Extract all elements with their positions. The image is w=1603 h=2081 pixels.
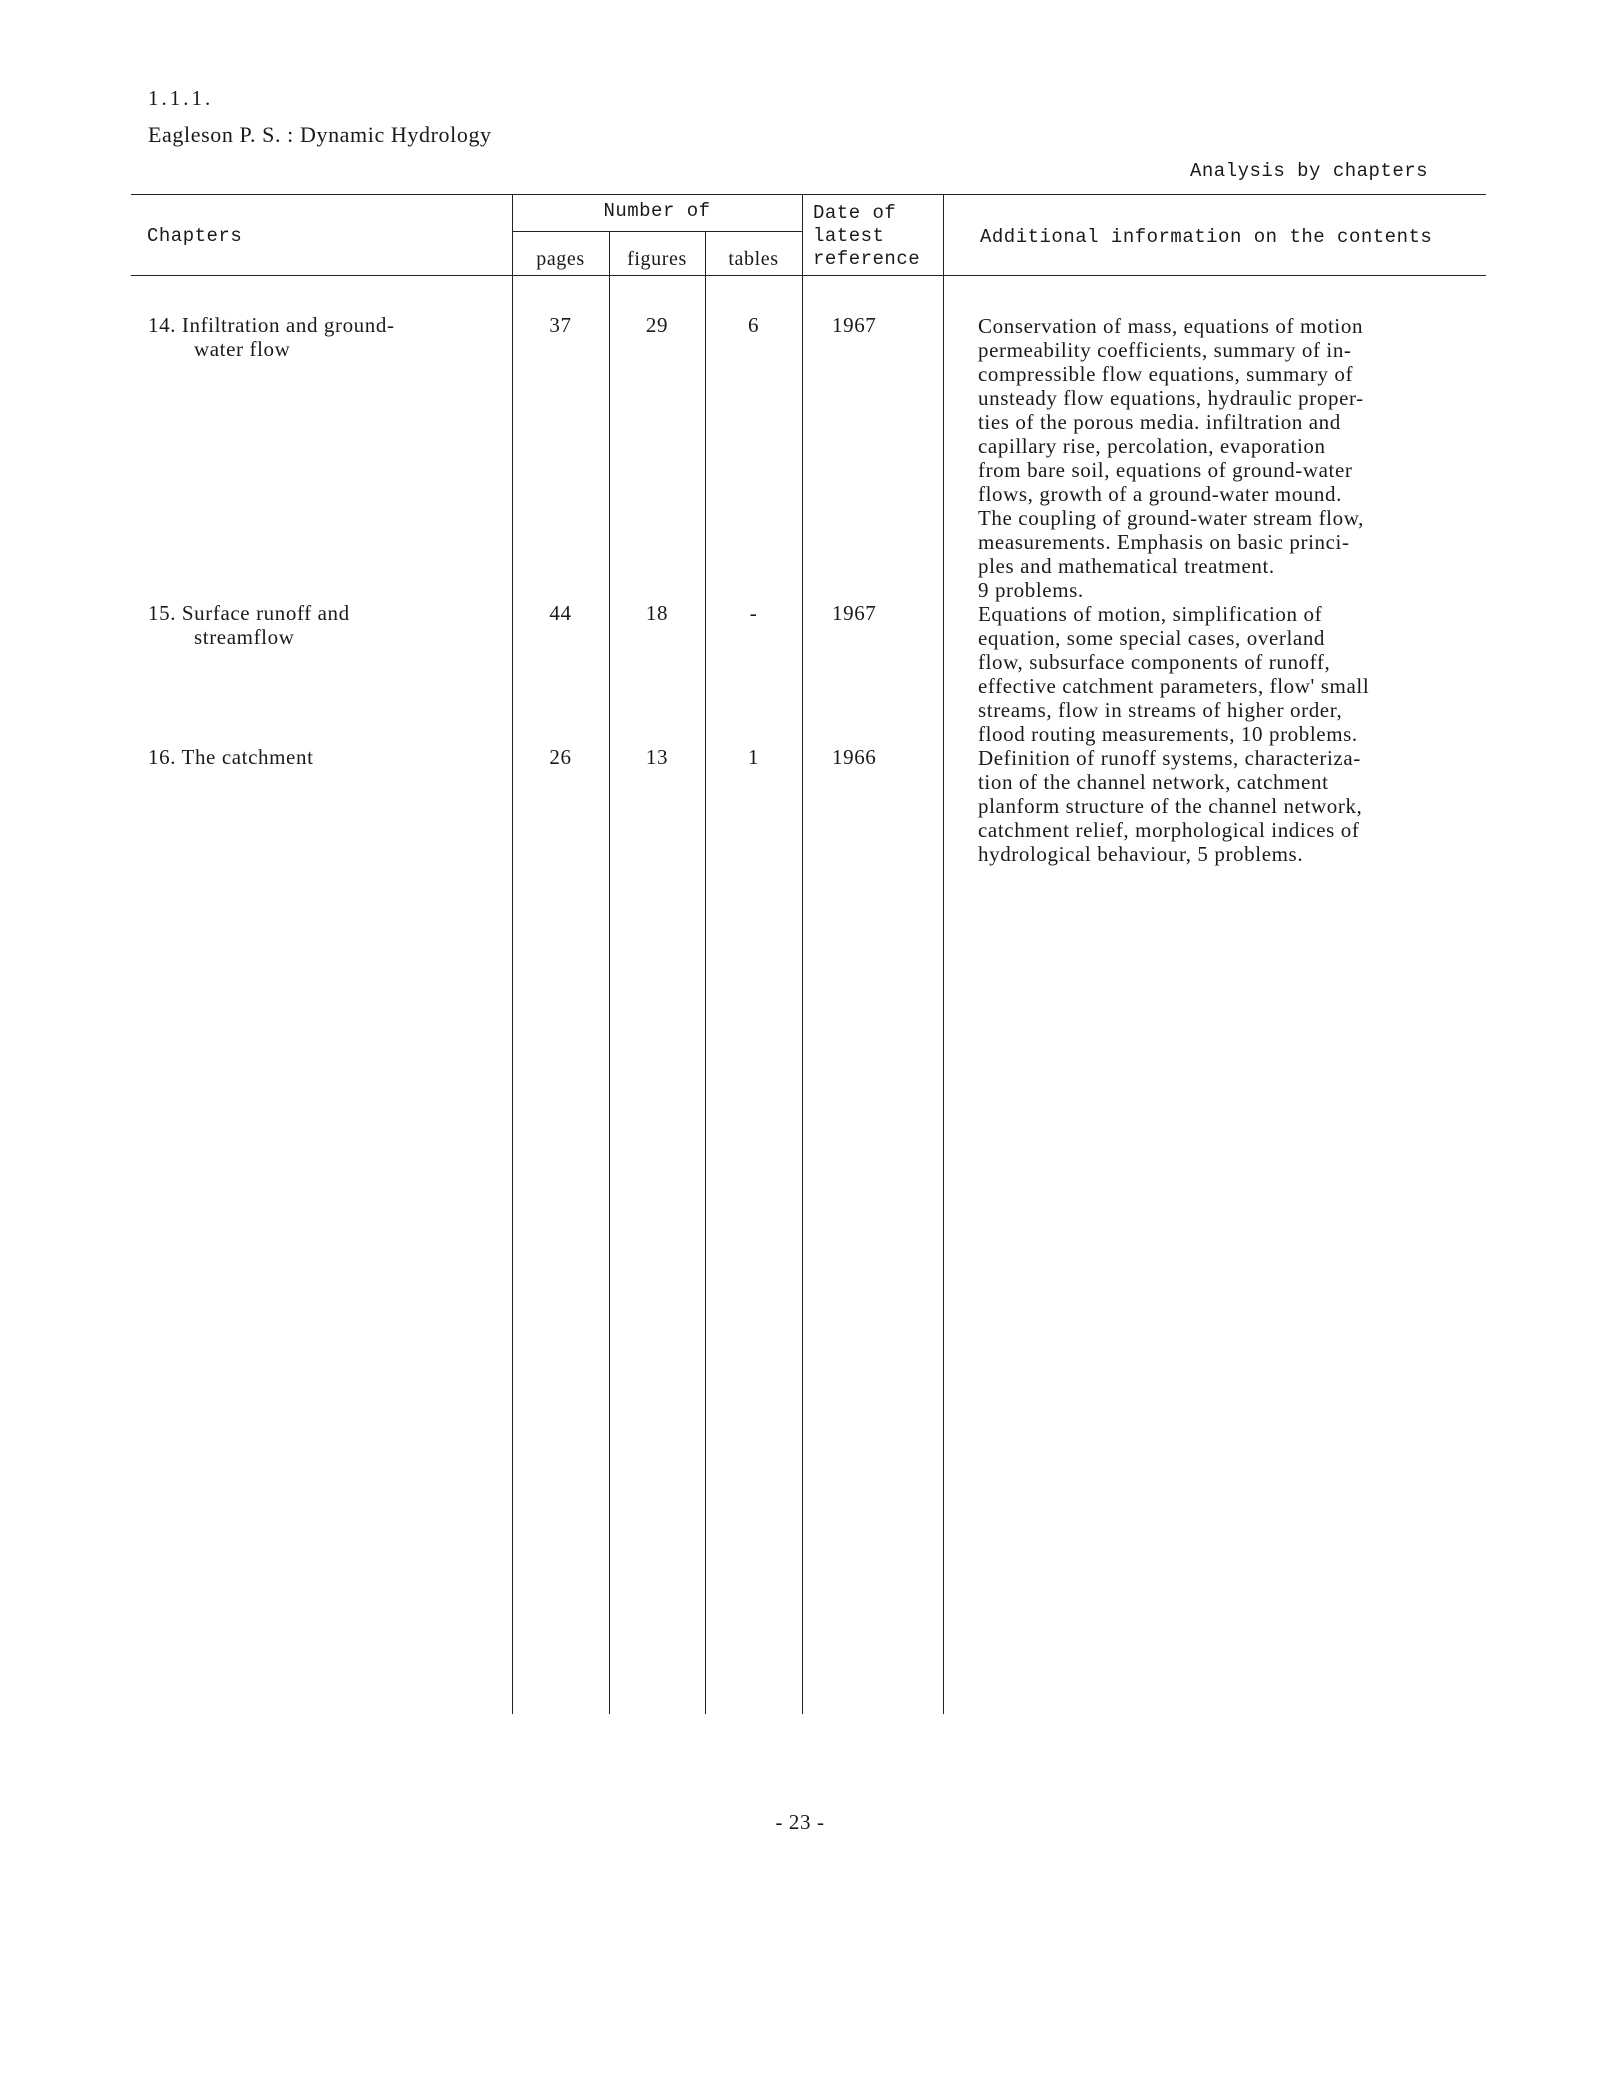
header-date-line2: latest [813, 225, 885, 247]
row-15-title-cont: streamflow [194, 625, 295, 649]
row-16-figures: 13 [645, 745, 669, 769]
row-15-description [978, 602, 1369, 746]
header-date-line1: Date of [813, 202, 897, 224]
row-15-title: 15. Surface runoff and [148, 601, 350, 625]
row-16-desc-line: catchment relief, morphological indices of [978, 818, 1360, 842]
row-16-date: 1966 [832, 745, 877, 769]
row-14-tables: 6 [747, 313, 760, 337]
row-15-desc-line: flood routing measurements, 10 problems. [978, 722, 1358, 746]
row-14-title: 14. Infiltration and ground- [148, 313, 395, 337]
row-14-desc-line: compressible flow equations, summary of [978, 362, 1354, 386]
row-16-desc-line: Definition of runoff systems, characteriza- [978, 746, 1361, 770]
header-additional-info: Additional information on the contents [980, 226, 1433, 248]
row-15-date: 1967 [832, 601, 877, 625]
row-14-date: 1967 [832, 313, 877, 337]
column-divider-figures [705, 231, 706, 1714]
row-14-desc-line: Conservation of mass, equations of motion [978, 314, 1364, 338]
row-16-description [978, 746, 1362, 866]
page-number: - 23 - [775, 1810, 825, 1834]
row-14-description [978, 314, 1364, 602]
row-15-desc-line: equation, some special cases, overland [978, 626, 1326, 650]
row-14-desc-line: capillary rise, percolation, evaporation [978, 434, 1326, 458]
header-number-of: Number of [603, 200, 711, 222]
header-bottom-rule [131, 275, 1486, 276]
row-14-pages: 37 [549, 313, 572, 337]
table-top-rule [131, 194, 1486, 195]
row-16-desc-line: hydrological behaviour, 5 problems. [978, 842, 1304, 866]
column-divider-pages [609, 231, 610, 1714]
row-16-tables: 1 [747, 745, 760, 769]
row-14-desc-line: ples and mathematical treatment. [978, 554, 1275, 578]
row-14-desc-line: measurements. Emphasis on basic princi- [978, 530, 1350, 554]
section-number: 1.1.1. [148, 86, 214, 110]
analysis-label: Analysis by chapters [1190, 160, 1429, 182]
row-14-desc-line: The coupling of ground-water stream flow, [978, 506, 1364, 530]
header-pages: pages [536, 248, 585, 270]
row-14-desc-line: from bare soil, equations of ground-water [978, 458, 1353, 482]
header-tables: tables [728, 248, 779, 270]
number-of-subheader-rule [512, 231, 802, 232]
row-15-tables: - [749, 601, 758, 625]
header-figures: figures [627, 248, 687, 270]
row-14-desc-line: flows, growth of a ground-water mound. [978, 482, 1342, 506]
column-divider-chapters [512, 194, 513, 1714]
header-date-line3: reference [813, 248, 921, 270]
column-divider-tables [802, 194, 803, 1714]
row-14-desc-line: unsteady flow equations, hydraulic proper- [978, 386, 1364, 410]
row-16-desc-line: tion of the channel network, catchment [978, 770, 1329, 794]
row-14-title-cont: water flow [194, 337, 291, 361]
row-14-desc-line: 9 problems. [978, 578, 1084, 602]
row-15-pages: 44 [549, 601, 572, 625]
row-15-desc-line: effective catchment parameters, flow' small [978, 674, 1370, 698]
row-15-desc-line: Equations of motion, simplification of [978, 602, 1323, 626]
column-divider-date [943, 194, 944, 1714]
book-title: Eagleson P. S. : Dynamic Hydrology [148, 122, 492, 147]
row-16-pages: 26 [549, 745, 572, 769]
row-16-title: 16. The catchment [148, 745, 314, 769]
header-chapters: Chapters [147, 225, 243, 247]
row-14-desc-line: permeability coefficients, summary of in- [978, 338, 1352, 362]
row-15-desc-line: streams, flow in streams of higher order, [978, 698, 1343, 722]
row-15-desc-line: flow, subsurface components of runoff, [978, 650, 1331, 674]
row-15-figures: 18 [645, 601, 669, 625]
row-14-figures: 29 [645, 313, 669, 337]
row-14-desc-line: ties of the porous media. infiltration and [978, 410, 1341, 434]
row-16-desc-line: planform structure of the channel network, [978, 794, 1363, 818]
